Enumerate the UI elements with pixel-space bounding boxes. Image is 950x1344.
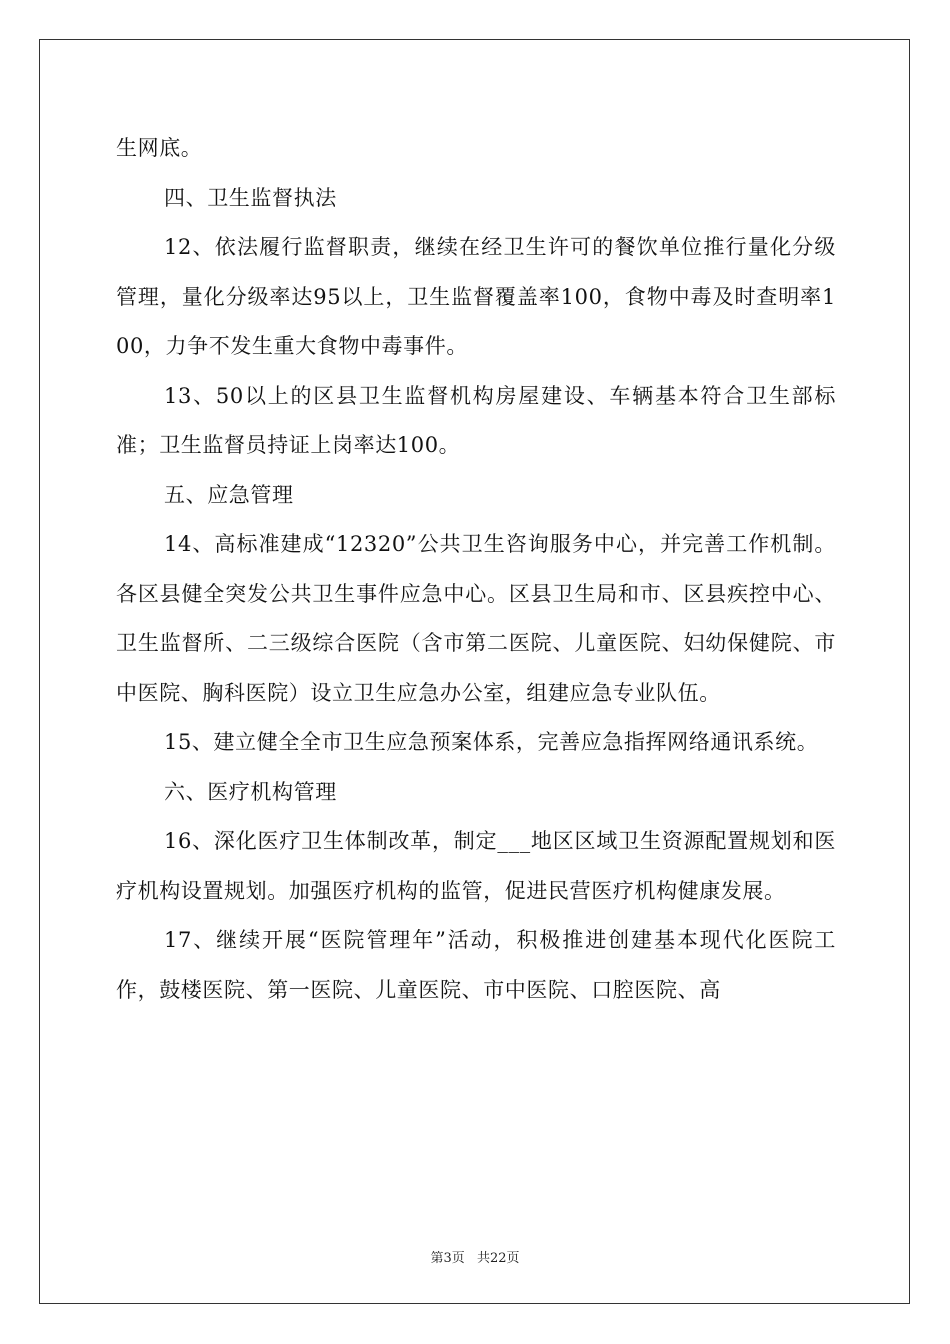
- current-page-number: 第3页: [430, 1251, 465, 1266]
- document-body: [116, 124, 836, 1015]
- paragraph: 14、高标准建成“12320”公共卫生咨询服务中心，并完善工作机制。各区县健全突发公共卫生事件应急中心。区县卫生局和市、区县疾控中心、卫生监督所、二三级综合医院（含市第二医院、儿童医院、妇幼保健院、市中医院、胸科医院）设立卫生应急办公室，组建应急专业队伍。: [116, 532, 836, 705]
- paragraph: 17、继续开展“医院管理年”活动，积极推进创建基本现代化医院工作，鼓楼医院、第一医院、儿童医院、市中医院、口腔医院、高: [116, 928, 836, 1002]
- total-page-count: 共22页: [476, 1251, 520, 1266]
- paragraph: 13、50以上的区县卫生监督机构房屋建设、车辆基本符合卫生部标准；卫生监督员持证上岗率达100。: [116, 383, 836, 457]
- section-heading: 四、卫生监督执法: [164, 185, 337, 210]
- paragraph: 生网底。: [116, 136, 203, 160]
- section-heading: 五、应急管理: [164, 482, 294, 507]
- page-footer: [0, 1247, 950, 1266]
- paragraph: 16、深化医疗卫生体制改革，制定___地区区域卫生资源配置规划和医疗机构设置规划。加强医疗机构的监管，促进民营医疗机构健康发展。: [116, 829, 836, 903]
- section-heading: 六、医疗机构管理: [164, 779, 337, 804]
- paragraph: 15、建立健全全市卫生应急预案体系，完善应急指挥网络通讯系统。: [164, 730, 819, 754]
- paragraph: 12、依法履行监督职责，继续在经卫生许可的餐饮单位推行量化分级管理，量化分级率达95以上，卫生监督覆盖率100，食物中毒及时查明率100，力争不发生重大食物中毒事件。: [116, 235, 836, 358]
